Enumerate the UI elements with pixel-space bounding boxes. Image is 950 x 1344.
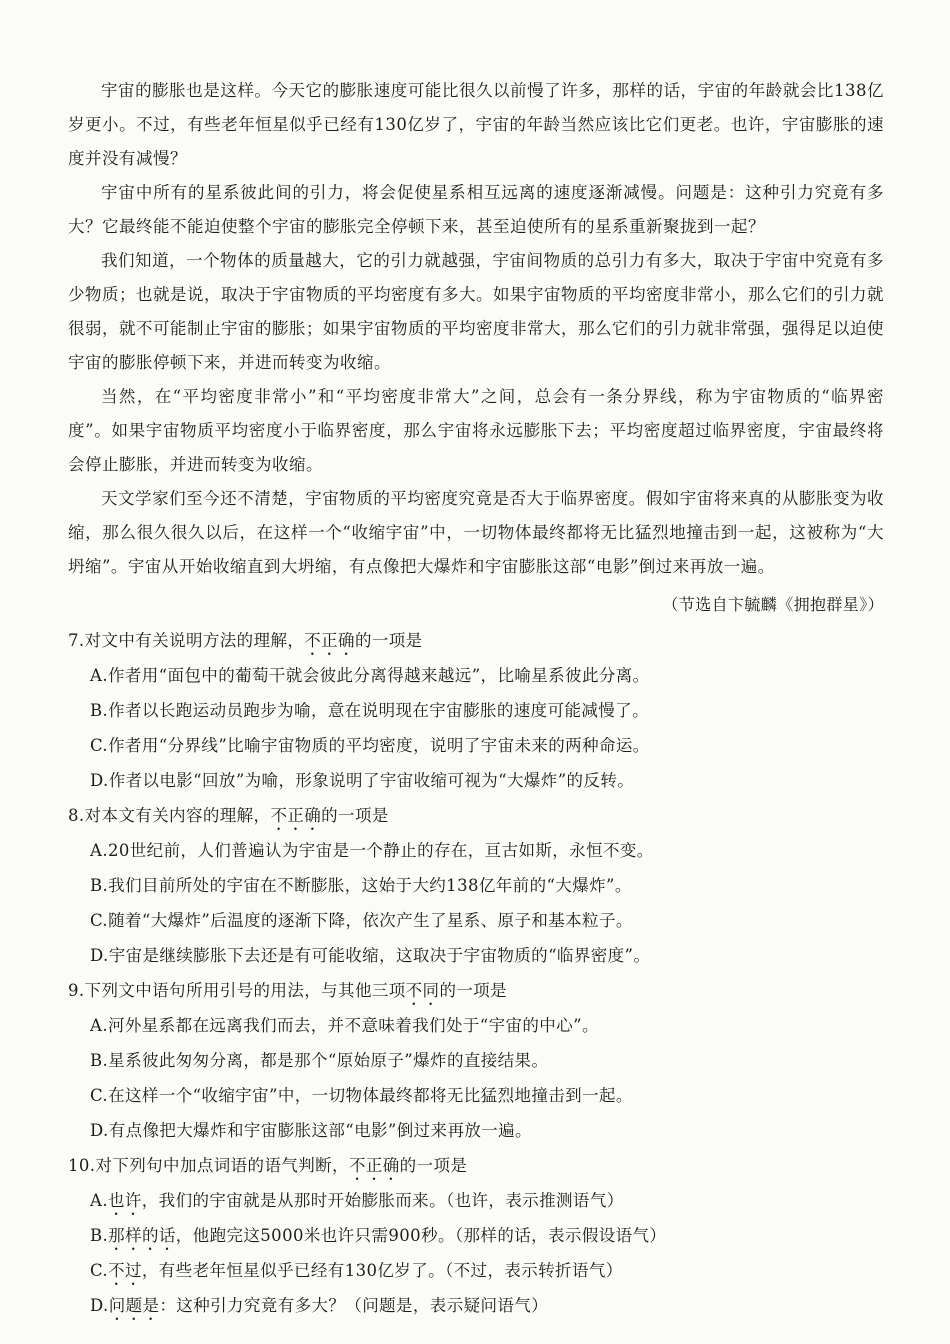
dotted-word: 也许	[107, 1191, 142, 1210]
dotted-word: 不过	[108, 1261, 142, 1280]
passage-paragraph: 天文学家们至今还不清楚，宇宙物质的平均密度究竟是否大于临界密度。假如宇宙将来真的从膨胀变为收缩，那么很久很久以后，在这样一个“收缩宇宙”中，一切物体最终都将无比猛烈地撞击到一起，这被称为“大坍缩”。宇宙从开始收缩直到大坍缩，有点像把大爆炸和宇宙膨胀这部“电影”倒过来再放一遍。	[68, 489, 884, 576]
emphasis-text: 不正确	[270, 806, 322, 825]
source-citation: （节选自卞毓麟《拥抱群星》）	[662, 595, 884, 614]
option-b[interactable]: B.星系彼此匆匆分离，都是那个“原始原子”爆炸的直接结果。	[90, 1051, 549, 1070]
option-d[interactable]: D.作者以电影“回放”为喻，形象说明了宇宙收缩可视为“大爆炸”的反转。	[90, 771, 635, 790]
dotted-word: 问题是	[108, 1296, 160, 1315]
questions-section	[68, 624, 884, 1324]
option-b[interactable]: B.我们目前所处的宇宙在不断膨胀，这始于大约138亿年前的“大爆炸”。	[90, 876, 632, 895]
option-c[interactable]: C.在这样一个“收缩宇宙”中，一切物体最终都将无比猛烈地撞击到一起。	[90, 1086, 633, 1105]
emphasis-text: 不同	[405, 981, 440, 1000]
option-b[interactable]: B.那样的话，他跑完这5000米也许只需900秒。（那样的话，表示假设语气）	[90, 1226, 667, 1245]
passage-paragraph: 宇宙中所有的星系彼此间的引力，将会促使星系相互远离的速度逐渐减慢。问题是：这种引力究竟有多大？它最终能不能迫使整个宇宙的膨胀完全停顿下来，甚至迫使所有的星系重新聚拢到一起？	[68, 183, 884, 236]
article-passage	[68, 74, 884, 622]
passage-paragraph: 宇宙的膨胀也是这样。今天它的膨胀速度可能比很久以前慢了许多，那样的话，宇宙的年龄就会比138亿岁更小。不过，有些老年恒星似乎已经有130亿岁了，宇宙的年龄当然应该比它们更老。也许，宇宙膨胀的速度并没有减慢？	[68, 81, 884, 168]
option-b[interactable]: B.作者以长跑运动员跑步为喻，意在说明现在宇宙膨胀的速度可能减慢了。	[90, 701, 649, 720]
question-7	[68, 624, 884, 799]
question-stem: 10.对下列句中加点词语的语气判断，不正确的一项是	[68, 1156, 468, 1175]
passage-paragraph: 我们知道，一个物体的质量越大，它的引力就越强，宇宙间物质的总引力有多大，取决于宇宙中究竟有多少物质；也就是说，取决于宇宙物质的平均密度有多大。如果宇宙物质的平均密度非常小，那么它们的引力就很弱，就不可能制止宇宙的膨胀；如果宇宙物质的平均密度非常大，那么它们的引力就非常强，强得足以迫使宇宙的膨胀停顿下来，并进而转变为收缩。	[68, 251, 884, 372]
question-stem: 7.对文中有关说明方法的理解，不正确的一项是	[68, 631, 423, 650]
question-stem: 9.下列文中语句所用引号的用法，与其他三项不同的一项是	[68, 981, 508, 1000]
option-d[interactable]: D.问题是：这种引力究竟有多大？（问题是，表示疑问语气）	[90, 1296, 549, 1315]
option-a[interactable]: A.20世纪前，人们普遍认为宇宙是一个静止的存在，亘古如斯，永恒不变。	[90, 841, 654, 860]
option-c[interactable]: C.随着“大爆炸”后温度的逐渐下降，依次产生了星系、原子和基本粒子。	[90, 911, 633, 930]
option-a[interactable]: A.河外星系都在远离我们而去，并不意味着我们处于“宇宙的中心”。	[90, 1016, 599, 1035]
option-c[interactable]: C.作者用“分界线”比喻宇宙物质的平均密度，说明了宇宙未来的两种命运。	[90, 736, 650, 755]
option-c[interactable]: C.不过，有些老年恒星似乎已经有130亿岁了。（不过，表示转折语气）	[90, 1261, 623, 1280]
dotted-word: 那样的话	[108, 1226, 176, 1245]
option-a[interactable]: A.也许，我们的宇宙就是从那时开始膨胀而来。（也许，表示推测语气）	[90, 1191, 624, 1210]
option-d[interactable]: D.宇宙是继续膨胀下去还是有可能收缩，这取决于宇宙物质的“临界密度”。	[90, 946, 651, 965]
emphasis-text: 不正确	[304, 631, 355, 650]
question-10	[68, 1149, 884, 1324]
option-a[interactable]: A.作者用“面包中的葡萄干就会彼此分离得越来越远”，比喻星系彼此分离。	[90, 666, 650, 685]
question-8	[68, 799, 884, 974]
question-stem: 8.对本文有关内容的理解，不正确的一项是	[68, 806, 389, 825]
emphasis-text: 不正确	[348, 1156, 400, 1175]
question-9	[68, 974, 884, 1149]
option-d[interactable]: D.有点像把大爆炸和宇宙膨胀这部“电影”倒过来再放一遍。	[90, 1121, 532, 1140]
passage-paragraph: 当然，在“平均密度非常小”和“平均密度非常大”之间，总会有一条分界线，称为宇宙物质的“临界密度”。如果宇宙物质平均密度小于临界密度，那么宇宙将永远膨胀下去；平均密度超过临界密度，宇宙最终将会停止膨胀，并进而转变为收缩。	[68, 387, 884, 474]
